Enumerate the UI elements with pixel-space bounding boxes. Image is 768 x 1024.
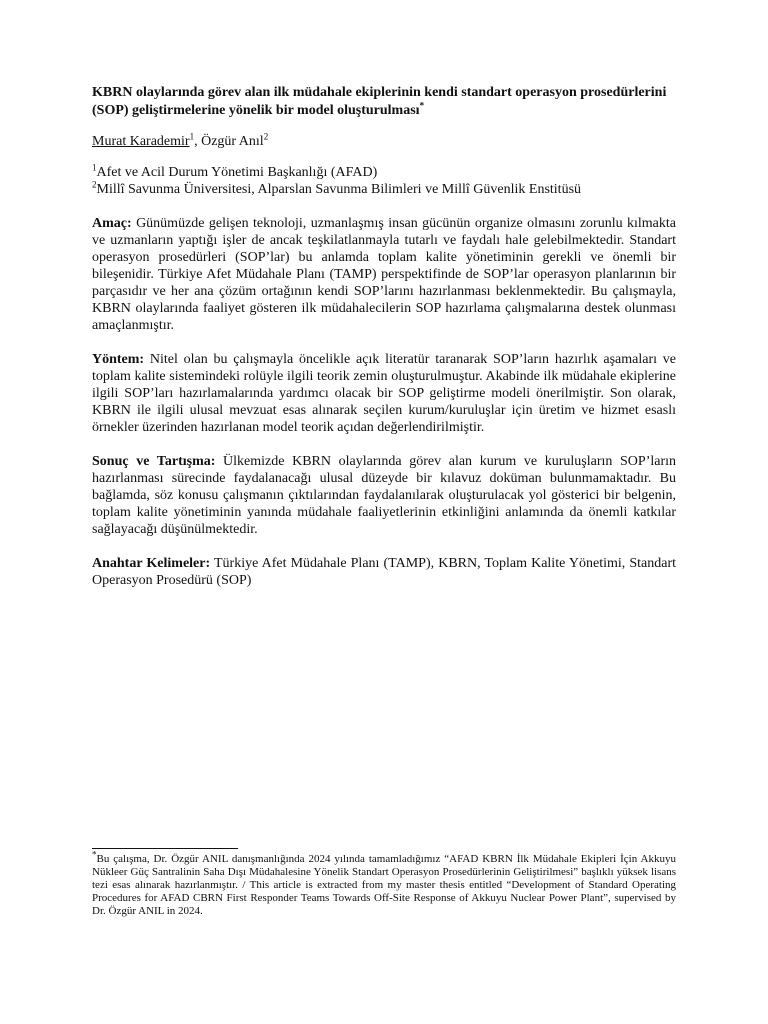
- affiliation-mark: 2: [92, 179, 97, 190]
- method-text: Nitel olan bu çalışmayla öncelikle açık literatür taranarak SOP’ların hazırlık aşamaları ve toplam kalite sistemindeki rolüyle ilgili teorik zemin oluşturulmuştur. Akabinde ilk müdahale ekiplerine ilgili SOP’ları hazırlamalarında yardımcı olacak bir SOP geliştirme modeli önerilmiştir. Son olarak, KBRN ile ilgili ulusal mevzuat esas alınarak seçilen kurum/kuruluşlar için üretim ve hizmet esaslı örnekler üzerinden hazırlanan model teorik açıdan değerlendirilmiştir.: [92, 352, 676, 435]
- method-section: [92, 351, 676, 436]
- footnote-divider: [92, 848, 238, 849]
- footnote: [92, 849, 676, 918]
- title-footnote-mark: *: [419, 100, 425, 111]
- keywords-label: Anahtar Kelimeler:: [92, 556, 211, 571]
- footnote-mark: *: [92, 849, 97, 860]
- author-separator: ,: [194, 134, 202, 149]
- author-list: [92, 133, 676, 151]
- aim-text: Günümüzde gelişen teknoloji, uzmanlaşmış insan gücünün organize olmasını zorunlu kılmakta ve uzmanların yaptığı işler de ancak teşkilatlanmayla tutarlı ve faydalı hale gelebilmektedir. Standart operasyon prosedürleri (SOP’lar) bu anlamda toplam kalite yönetiminin gerekli ve önemli bir bileşenidir. Türkiye Afet Müdahale Planı (TAMP) perspektifinde de SOP’lar operasyon planlarının bir parçasıdır ve her ana çözüm ortağının kendi SOP’larını hazırlanması beklenmektedir. Bu çalışmayla, KBRN olaylarında faaliyet gösteren ilk müdahalecilerin SOP hazırlama çalışmalarına destek olunması amaçlanmıştır.: [92, 216, 676, 333]
- author-name: Murat Karademir: [92, 134, 190, 149]
- paper-title: [92, 84, 676, 120]
- affiliations: [92, 164, 676, 198]
- keywords-section: [92, 555, 676, 589]
- results-text: Ülkemizde KBRN olaylarında görev alan kurum ve kuruluşların SOP’ların hazırlanması sürecinde faydalanacağı ulusal düzeyde bir kılavuz doküman bulunmamaktadır. Bu bağlamda, söz konusu çalışmanın çıktılarından faydalanılarak oluşturulacak yol gösterici bir belgenin, toplam kalite yönetiminin yanında müdahale faaliyetlerinin etkinliğini anlamında da önemli katkılar sağlayacağı düşünülmektedir.: [92, 454, 677, 537]
- affiliation: [92, 181, 676, 198]
- paper-title-text: KBRN olaylarında görev alan ilk müdahale ekiplerinin kendi standart operasyon prosedürlerini (SOP) geliştirmelerine yönelik bir model oluşturulması: [92, 85, 667, 118]
- footnote-text: Bu çalışma, Dr. Özgür ANIL danışmanlığında 2024 yılında tamamladığımız “AFAD KBRN İlk Müdahale Ekipleri İçin Akkuyu Nükleer Güç Santralinin Saha Dışı Müdahalesine Yönelik Standart Operasyon Prosedürlerinin Geliştirilmesi” başlıklı yüksek lisans tezi esas alınarak hazırlanmıştır. / This article is extracted from my master thesis entitled “Development of Standard Operating Procedures for AFAD CBRN First Responder Teams Towards Off-Site Response of Akkuyu Nuclear Power Plant”, supervised by Dr. Özgür ANIL in 2024.: [92, 853, 676, 917]
- author-affiliation-mark: 2: [263, 131, 269, 142]
- results-label: Sonuç ve Tartışma:: [92, 454, 216, 469]
- paper-page: [92, 84, 676, 589]
- affiliation-text: Afet ve Acil Durum Yönetimi Başkanlığı (AFAD): [96, 165, 378, 180]
- author-affiliation-mark: 1: [189, 131, 195, 142]
- affiliation: [92, 164, 676, 181]
- affiliation-mark: 1: [92, 162, 97, 173]
- aim-section: [92, 215, 676, 334]
- aim-label: Amaç:: [92, 216, 132, 231]
- results-section: [92, 453, 676, 538]
- affiliation-text: Millî Savunma Üniversitesi, Alparslan Savunma Bilimleri ve Millî Güvenlik Enstitüsü: [96, 182, 582, 197]
- author-name: Özgür Anıl: [201, 134, 264, 149]
- keywords-text: Türkiye Afet Müdahale Planı (TAMP), KBRN, Toplam Kalite Yönetimi, Standart Operasyon Prosedürü (SOP): [92, 556, 676, 588]
- method-label: Yöntem:: [92, 352, 145, 367]
